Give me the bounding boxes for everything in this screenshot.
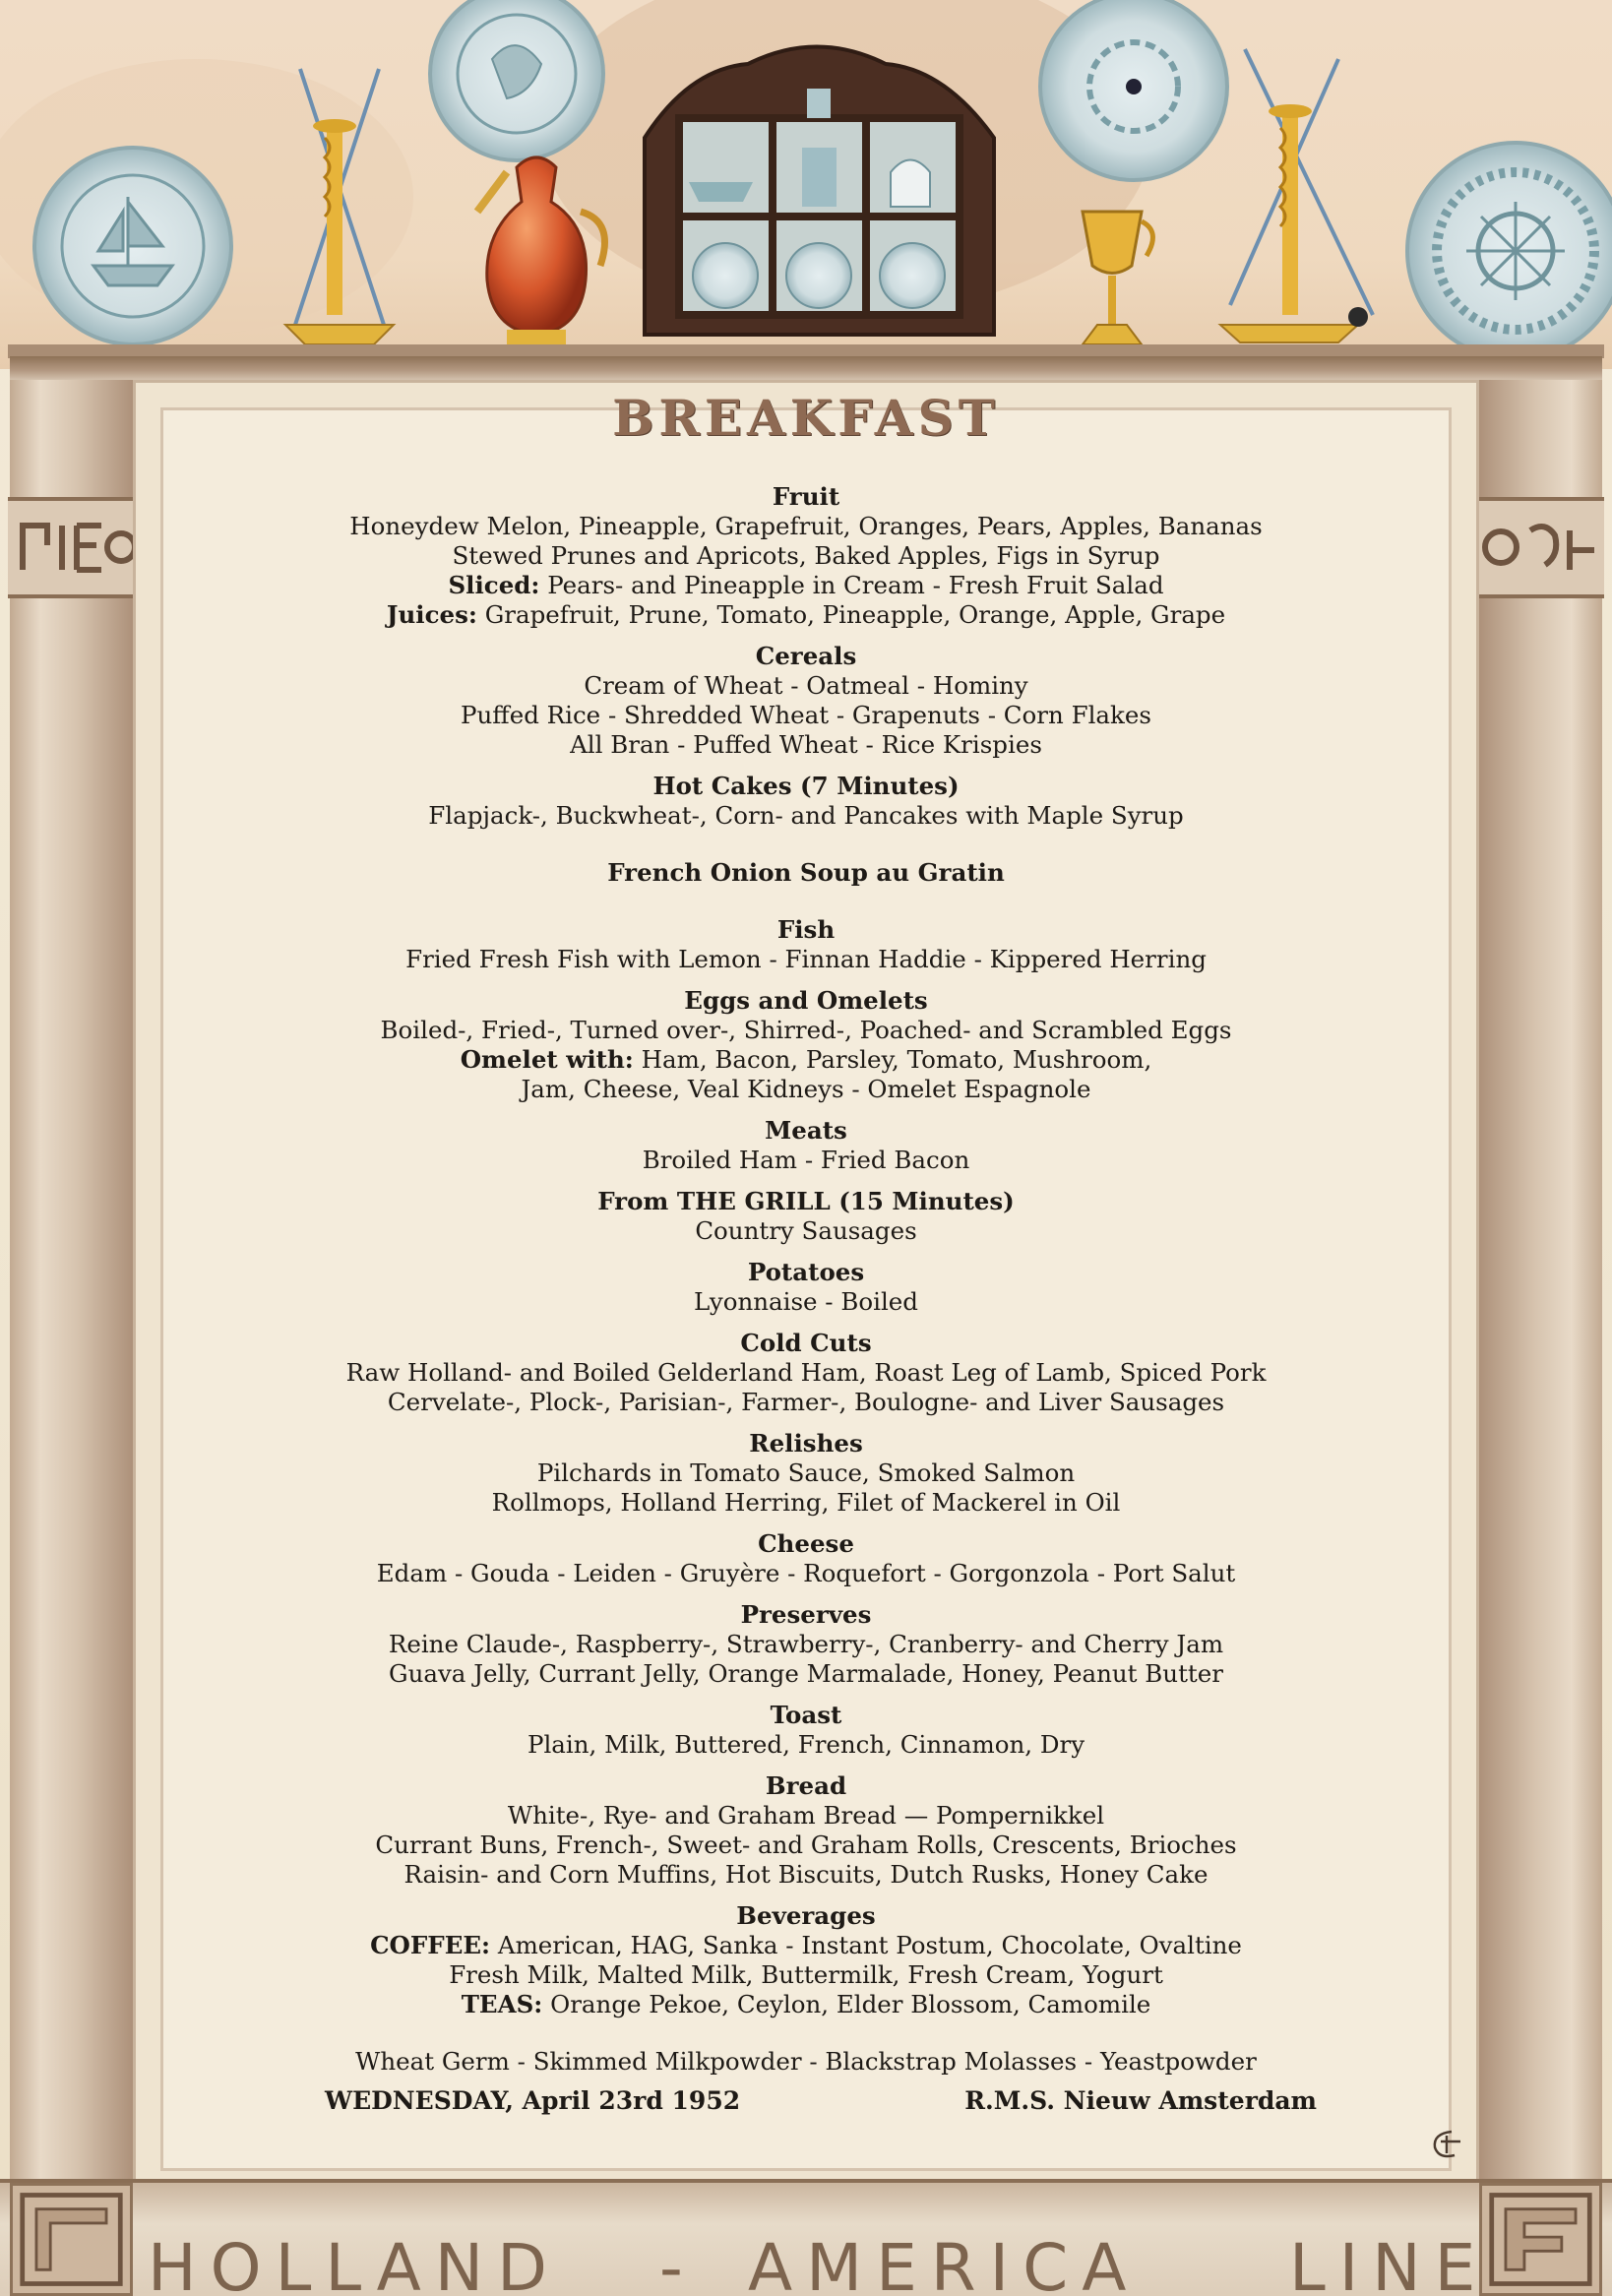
section-heading: Fish xyxy=(776,915,836,944)
section-heading: Bread xyxy=(765,1771,847,1800)
menu-line-label: COFFEE: xyxy=(370,1931,491,1959)
menu-line-text: Pears- and Pineapple in Cream - Fresh Fruit Salad xyxy=(539,571,1164,599)
menu-line xyxy=(197,1388,1415,1417)
menu-line-text: Reine Claude-, Raspberry-, Strawberry-, Cranberry- and Cherry Jam xyxy=(388,1630,1224,1658)
menu-line-text: Currant Buns, French-, Sweet- and Graham Rolls, Crescents, Brioches xyxy=(375,1831,1237,1859)
ship-name: R.M.S. Nieuw Amsterdam xyxy=(964,2086,1317,2115)
menu-line xyxy=(197,1016,1415,1045)
menu-line xyxy=(197,1216,1415,1246)
menu-line-text: Edam - Gouda - Leiden - Gruyère - Roquefort - Gorgonzola - Port Salut xyxy=(376,1559,1236,1587)
menu-line-text: American, HAG, Sanka - Instant Postum, Chocolate, Ovaltine xyxy=(490,1931,1242,1959)
menu-date: WEDNESDAY, April 23rd 1952 xyxy=(325,2086,741,2115)
display-cabinet-icon xyxy=(645,47,994,336)
section-gap xyxy=(197,1760,1415,1771)
menu-line-text: Pilchards in Tomato Sauce, Smoked Salmon xyxy=(536,1458,1076,1487)
section-heading: Meats xyxy=(765,1116,847,1145)
menu-line-text: Flapjack-, Buckwheat-, Corn- and Pancakes with Maple Syrup xyxy=(428,801,1184,830)
menu-line xyxy=(197,701,1415,730)
menu-line xyxy=(197,1488,1415,1518)
section-gap xyxy=(197,1588,1415,1600)
section-gap xyxy=(197,1104,1415,1116)
plate-ship-icon xyxy=(34,148,231,344)
left-pillar xyxy=(10,380,133,2201)
section-gap xyxy=(197,1246,1415,1258)
menu-line-text: Boiled-, Fried-, Turned over-, Shirred-, Poached- and Scrambled Eggs xyxy=(380,1016,1232,1044)
menu-line xyxy=(197,541,1415,571)
section-gap xyxy=(197,1317,1415,1329)
brand-word-holland: HOLLAND xyxy=(148,2230,561,2296)
menu-line xyxy=(197,1045,1415,1075)
menu-line xyxy=(197,945,1415,974)
section-heading: Cheese xyxy=(758,1529,854,1558)
menu-line xyxy=(197,1801,1415,1831)
plate-wheel-icon xyxy=(1407,143,1612,359)
shelf-illustration-art xyxy=(0,0,1612,369)
section-heading: From THE GRILL (15 Minutes) xyxy=(597,1187,1015,1215)
menu-line-text: Raisin- and Corn Muffins, Hot Biscuits, Dutch Rusks, Honey Cake xyxy=(403,1860,1209,1889)
menu-line xyxy=(197,801,1415,831)
brand-word-line: LINE xyxy=(1289,2230,1490,2296)
menu-line-text: Raw Holland- and Boiled Gelderland Ham, Roast Leg of Lamb, Spiced Pork xyxy=(345,1358,1267,1387)
menu-line xyxy=(197,1458,1415,1488)
section-heading: Relishes xyxy=(749,1429,863,1458)
menu-line xyxy=(197,1287,1415,1317)
left-base-ornament xyxy=(10,2183,133,2296)
menu-line-text: Cervelate-, Plock-, Parisian-, Farmer-, Boulogne- and Liver Sausages xyxy=(387,1388,1225,1416)
section-gap xyxy=(197,2019,1415,2047)
menu-line-text: Rollmops, Holland Herring, Filet of Mackerel in Oil xyxy=(491,1488,1121,1517)
menu-line-text: Country Sausages xyxy=(695,1216,917,1245)
menu-line xyxy=(197,1075,1415,1104)
section-gap xyxy=(197,888,1415,915)
section-heading: Fruit xyxy=(772,482,840,511)
menu-line-text: Cream of Wheat - Oatmeal - Hominy xyxy=(584,671,1028,700)
menu-line xyxy=(197,1960,1415,1990)
menu-line xyxy=(197,1146,1415,1175)
frame-top-rail xyxy=(10,356,1602,380)
section-heading: Preserves xyxy=(740,1600,872,1629)
menu-line xyxy=(197,1630,1415,1659)
section-gap xyxy=(197,1890,1415,1901)
menu-line-text: Lyonnaise - Boiled xyxy=(694,1287,918,1316)
section-heading: Beverages xyxy=(736,1901,876,1930)
section-heading: Eggs and Omelets xyxy=(684,986,928,1015)
menu-line xyxy=(197,730,1415,760)
menu-line xyxy=(197,1860,1415,1890)
menu-line-text: Ham, Bacon, Parsley, Tomato, Mushroom, xyxy=(633,1045,1152,1074)
menu-line-text: Orange Pekoe, Ceylon, Elder Blossom, Camomile xyxy=(542,1990,1151,2018)
section-gap xyxy=(197,1417,1415,1429)
section-gap xyxy=(197,760,1415,772)
plate-flower-icon xyxy=(1040,0,1227,180)
section-heading: French Onion Soup au Gratin xyxy=(607,858,1005,887)
menu-line-text: Stewed Prunes and Apricots, Baked Apples, Figs in Syrup xyxy=(452,541,1160,570)
menu-title: BREAKFAST xyxy=(612,389,1000,447)
menu-line-text: Grapefruit, Prune, Tomato, Pineapple, Orange, Apple, Grape xyxy=(476,600,1226,629)
section-gap xyxy=(197,1518,1415,1529)
menu-line xyxy=(197,600,1415,630)
menu-line xyxy=(197,571,1415,600)
menu-line-text: Fresh Milk, Malted Milk, Buttermilk, Fresh Cream, Yogurt xyxy=(449,1960,1163,1989)
menu-line-label: TEAS: xyxy=(461,1990,543,2018)
menu-line xyxy=(197,1358,1415,1388)
right-pillar-ornament xyxy=(1471,497,1604,598)
shelf-illustration xyxy=(0,0,1612,369)
section-gap xyxy=(197,630,1415,642)
menu-line-text: Broiled Ham - Fried Bacon xyxy=(642,1146,970,1174)
menu-line xyxy=(197,1730,1415,1760)
section-heading: Toast xyxy=(770,1701,842,1729)
menu-line-text: Honeydew Melon, Pineapple, Grapefruit, Oranges, Pears, Apples, Bananas xyxy=(349,512,1263,540)
menu-line xyxy=(197,1659,1415,1689)
section-gap xyxy=(197,1689,1415,1701)
brand-line xyxy=(148,2230,1490,2296)
scroll-ornament-icon xyxy=(8,501,141,594)
menu-line-text: White-, Rye- and Graham Bread — Pompernikkel xyxy=(507,1801,1105,1830)
section-gap xyxy=(197,831,1415,858)
brand-dash: - xyxy=(659,2230,697,2296)
right-pillar xyxy=(1479,380,1602,2201)
menu-line-label: Sliced: xyxy=(448,571,540,599)
right-base-ornament xyxy=(1479,2183,1602,2296)
menu-line-text: All Bran - Puffed Wheat - Rice Krispies xyxy=(570,730,1042,759)
menu-line-text: Plain, Milk, Buttered, French, Cinnamon, Dry xyxy=(527,1730,1085,1759)
section-heading: Cereals xyxy=(755,642,857,670)
extras-line: Wheat Germ - Skimmed Milkpowder - Blackstrap Molasses - Yeastpowder xyxy=(355,2047,1257,2076)
menu-line xyxy=(197,671,1415,701)
brand-word-america: AMERICA xyxy=(748,2230,1141,2296)
section-heading: Hot Cakes (7 Minutes) xyxy=(652,772,960,800)
section-gap xyxy=(197,974,1415,986)
menu-line-label: Juices: xyxy=(386,600,477,629)
menu-line-text: Fried Fresh Fish with Lemon - Finnan Haddie - Kippered Herring xyxy=(405,945,1207,973)
menu-line-text: Puffed Rice - Shredded Wheat - Grapenuts - Corn Flakes xyxy=(461,701,1151,729)
artist-signature-icon xyxy=(1427,2126,1476,2161)
menu-line xyxy=(197,1559,1415,1588)
menu-line xyxy=(197,512,1415,541)
menu-line xyxy=(197,1931,1415,1960)
left-pillar-ornament xyxy=(8,497,141,598)
menu-line-text: Jam, Cheese, Veal Kidneys - Omelet Espagnole xyxy=(521,1075,1091,1103)
menu-body xyxy=(197,482,1415,2077)
menu-line-label: Omelet with: xyxy=(460,1045,634,1074)
menu-line xyxy=(197,1831,1415,1860)
menu-line-text: Guava Jelly, Currant Jelly, Orange Marmalade, Honey, Peanut Butter xyxy=(389,1659,1223,1688)
square-ornament-icon xyxy=(13,2186,130,2293)
scroll-ornament-icon xyxy=(1471,501,1604,594)
menu-line xyxy=(197,1990,1415,2019)
section-heading: Potatoes xyxy=(747,1258,865,1286)
section-gap xyxy=(197,1175,1415,1187)
section-heading: Cold Cuts xyxy=(740,1329,872,1357)
plate-figure-icon xyxy=(430,0,603,160)
square-ornament-icon xyxy=(1482,2186,1599,2293)
